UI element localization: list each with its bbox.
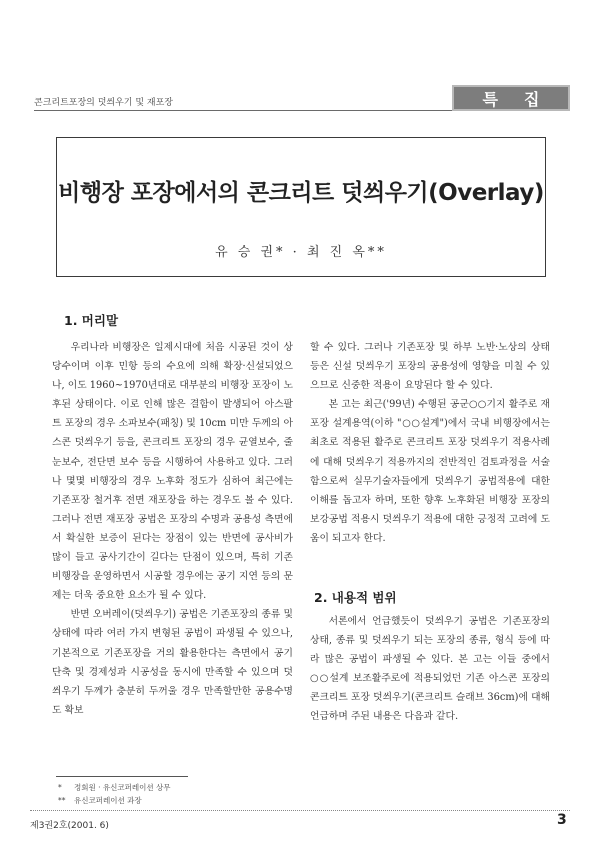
paragraph: 서론에서 언급했듯이 덧씌우기 공법은 기존포장의 상태, 종류 및 덧씌우기 되는 포장의 종류, 형식 등에 따라 많은 공법이 파생될 수 있다. 본 고는 이들 중에서 ○○설계 보조활주로에 적용되었던 기존 아스콘 포장의 콘크리트 포장 덧씌우기(콘크리트 슬래브 36cm)에 대해 언급하며 주된 내용은 다음과 같다. [310, 616, 550, 723]
footnote-text: 유신코퍼레이션 과장 [74, 796, 142, 805]
paragraph: 반면 오버레이(덧씌우기) 공법은 기존포장의 종류 및 상태에 따라 여러 가지 변형된 공법이 파생될 수 있으나, 기본적으로 기존포장을 거의 활용한다는 측면에서 공기단축 및 경제성과 시공성을 동시에 만족할 수 있으며 덧씌우기 두께가 충분히 두꺼울 경우 만족할만한 공용수명도 확보 [52, 609, 293, 716]
paragraph: 본 고는 최근('99년) 수행된 공군○○기지 활주로 재포장 설계용역(이하 "○○설계")에서 국내 비행장에서는 최초로 적용된 활주로 콘크리트 포장 덧씌우기 적용사례에 대해 덧씌우기 적용까지의 전반적인 검토과정을 서술함으로써 실무기술자들에게 덧씌우기 공법적용에 대한 이해를 돕고자 하며, 또한 향후 노후화된 비행장 포장의 보강공법 적용시 덧씌우기 적용에 대한 긍정적 고려에 도움이 되고자 한다. [310, 399, 550, 544]
right-column-section2 [310, 612, 550, 727]
footnote-1 [58, 781, 170, 794]
section-heading-introduction: 1. 머리말 [64, 313, 119, 328]
footnote-2 [58, 794, 170, 807]
footnotes [58, 781, 170, 807]
paragraph: 할 수 있다. 그러나 기존포장 및 하부 노반·노상의 상태 등은 신설 덧씌우기 포장의 공용성에 영향을 미칠 수 있으므로 신중한 적용이 요망된다 할 수 있다. [310, 342, 550, 392]
footer-rule [30, 810, 570, 811]
left-column [52, 338, 293, 720]
article-title: 비행장 포장에서의 콘크리트 덧씌우기(Overlay) [58, 180, 544, 206]
header-rule [34, 110, 454, 111]
footnote-mark: * [58, 783, 62, 792]
footnote-mark: ** [58, 796, 66, 805]
right-column [310, 338, 550, 548]
special-feature-badge: 특집 [452, 85, 570, 111]
section-heading-scope: 2. 내용적 범위 [314, 590, 397, 605]
paragraph: 우리나라 비행장은 일제시대에 처음 시공된 것이 상당수이며 이후 민항 등의 수요에 의해 확장·신설되었으나, 이도 1960~1970년대로 대부분의 비행장 포장이 노후된 상태이다. 이로 인해 많은 결함이 발생되어 아스팔트 포장의 경우 소파보수(패칭) 및 10cm 미만 두께의 아스콘 덧씌우기 등을, 콘크리트 포장의 경우 균열보수, 줄눈보수, 전단면 보수 등을 시행하여 사용하고 있다. 그러나 몇몇 비행장의 경우 노후화 정도가 심하여 최근에는 기존포장 철거후 전면 재포장을 하는 경우도 볼 수 있다. 그러나 전면 재포장 공법은 포장의 수명과 공용성 측면에서 확실한 보증이 된다는 장점이 있는 반면에 공사비가 많이 들고 공사기간이 길다는 단점이 있으며, 특히 기존비행장을 운영하면서 시공할 경우에는 공기 지연 등의 문제는 더욱 중요한 요소가 될 수 있다. [52, 342, 293, 602]
page-number: 3 [557, 812, 567, 828]
article-authors: 유 승 권* · 최 진 옥** [215, 245, 387, 260]
footnote-text: 정회원 · 유신코퍼레이션 상무 [74, 783, 171, 792]
title-box [56, 137, 546, 277]
issue-label: 제3권2호(2001. 6) [30, 821, 109, 831]
footnote-rule [56, 776, 188, 777]
running-head: 콘크리트포장의 덧씌우기 및 재포장 [34, 98, 173, 108]
